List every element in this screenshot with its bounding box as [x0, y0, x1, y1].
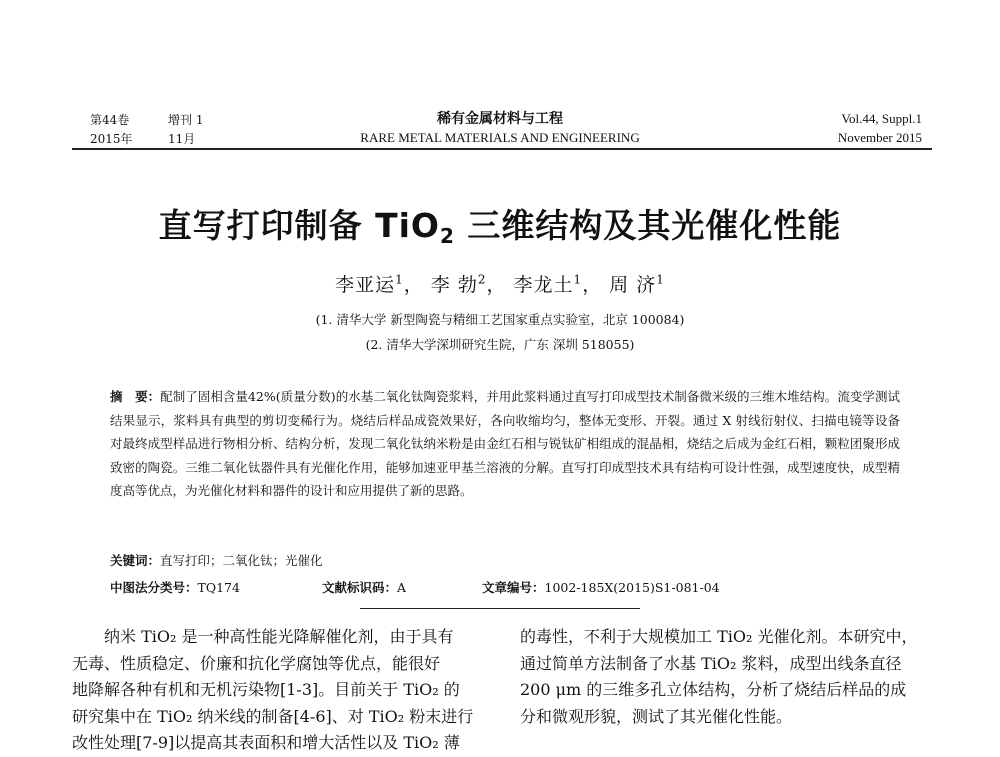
date-en: November 2015	[837, 130, 922, 145]
body-line: 改性处理[7-9]以提高其表面积和增大活性以及 TiO₂ 薄	[72, 733, 460, 752]
affiliation-2: (2. 清华大学深圳研究生院，广东 深圳 518055)	[365, 337, 635, 352]
volume-en: Vol.44, Suppl.1	[841, 111, 922, 126]
body-right-column	[520, 624, 940, 730]
clc-number: 中图法分类号：TQ174	[110, 580, 240, 595]
volume-cn: 第44卷	[90, 113, 130, 127]
body-line: 无毒、性质稳定、价廉和抗化学腐蚀等优点，能很好	[72, 653, 441, 673]
author-name: 李亚运	[335, 274, 396, 296]
author-list: 李亚运$^1$， 李 勃$^2$， 李龙土$^1$， 周 济$^1$	[335, 272, 665, 296]
keywords	[110, 551, 323, 569]
journal-name-cn: 稀有金属材料与工程	[437, 111, 563, 127]
keywords-text: 直写打印；二氧化钛；光催化	[160, 553, 323, 568]
body-line: 的毒性，不利于大规模加工 TiO₂ 光催化剂。本研究中，	[520, 627, 918, 646]
abstract-label: 摘 要：	[110, 389, 161, 404]
body-line: 地降解各种有机和无机污染物[1-3]。目前关于 TiO₂ 的	[72, 680, 460, 699]
body-line: 研究集中在 TiO₂ 纳米线的制备[4-6]、对 TiO₂ 粉末进行	[72, 706, 474, 726]
body-line: 通过简单方法制备了水基 TiO₂ 浆料，成型出线条直径	[520, 653, 902, 673]
journal-name-en: RARE METAL MATERIALS AND ENGINEERING	[360, 130, 640, 145]
abstract-text: 配制了固相含量42%(质量分数)的水基二氧化钛陶瓷浆料，并用此浆料通过直写打印成型技术制备微米级的三维木堆结构。流变学测试结果显示，浆料具有典型的剪切变稀行为。烧结后样品成瓷效果好，各向收缩均匀，整体无变形、开裂。通过 X 射线衍射仪、扫描电镜等设备对最终成型样品进行物相分析、结构分析，发现二氧化钛纳米粉是由金红石相与锐钛矿相组成的混晶相，烧结之后成为金红石相，颗粒团聚形成致密的陶瓷。三维二氧化钛器件具有光催化作用，能够加速亚甲基兰溶液的分解。直写打印成型技术具有结构可设计性强，成型速度快，成型精度高等优点，为光催化材料和器件的设计和应用提供了新的思路。	[110, 389, 900, 498]
author-name: 周 济	[609, 274, 657, 296]
body-line: 200 μm 的三维多孔立体结构，分析了烧结后样品的成	[520, 680, 907, 699]
year-cn: 2015年	[90, 132, 133, 146]
body-line: 纳米 TiO₂ 是一种高性能光降解催化剂，由于具有	[72, 627, 454, 646]
separator-rule	[360, 608, 640, 609]
document-code: 文献标识码：A	[322, 580, 407, 595]
body-left-column	[72, 624, 497, 757]
issue-cn: 增刊 1	[168, 113, 204, 127]
author-name: 李龙土	[513, 274, 574, 296]
article-number: 文章编号：1002-185X(2015)S1-081-04	[482, 580, 720, 595]
paper-title: 直写打印制备 TiO$_2$ 三维结构及其光催化性能	[158, 206, 842, 248]
author-name: 李 勃	[430, 274, 478, 296]
header-rule	[72, 148, 932, 150]
affiliation-1: (1. 清华大学 新型陶瓷与精细工艺国家重点实验室，北京 100084)	[315, 312, 685, 327]
abstract	[110, 385, 900, 503]
body-line: 分和微观形貌，测试了其光催化性能。	[520, 706, 793, 726]
keywords-label: 关键词：	[110, 553, 161, 568]
month-cn: 11月	[168, 132, 196, 146]
